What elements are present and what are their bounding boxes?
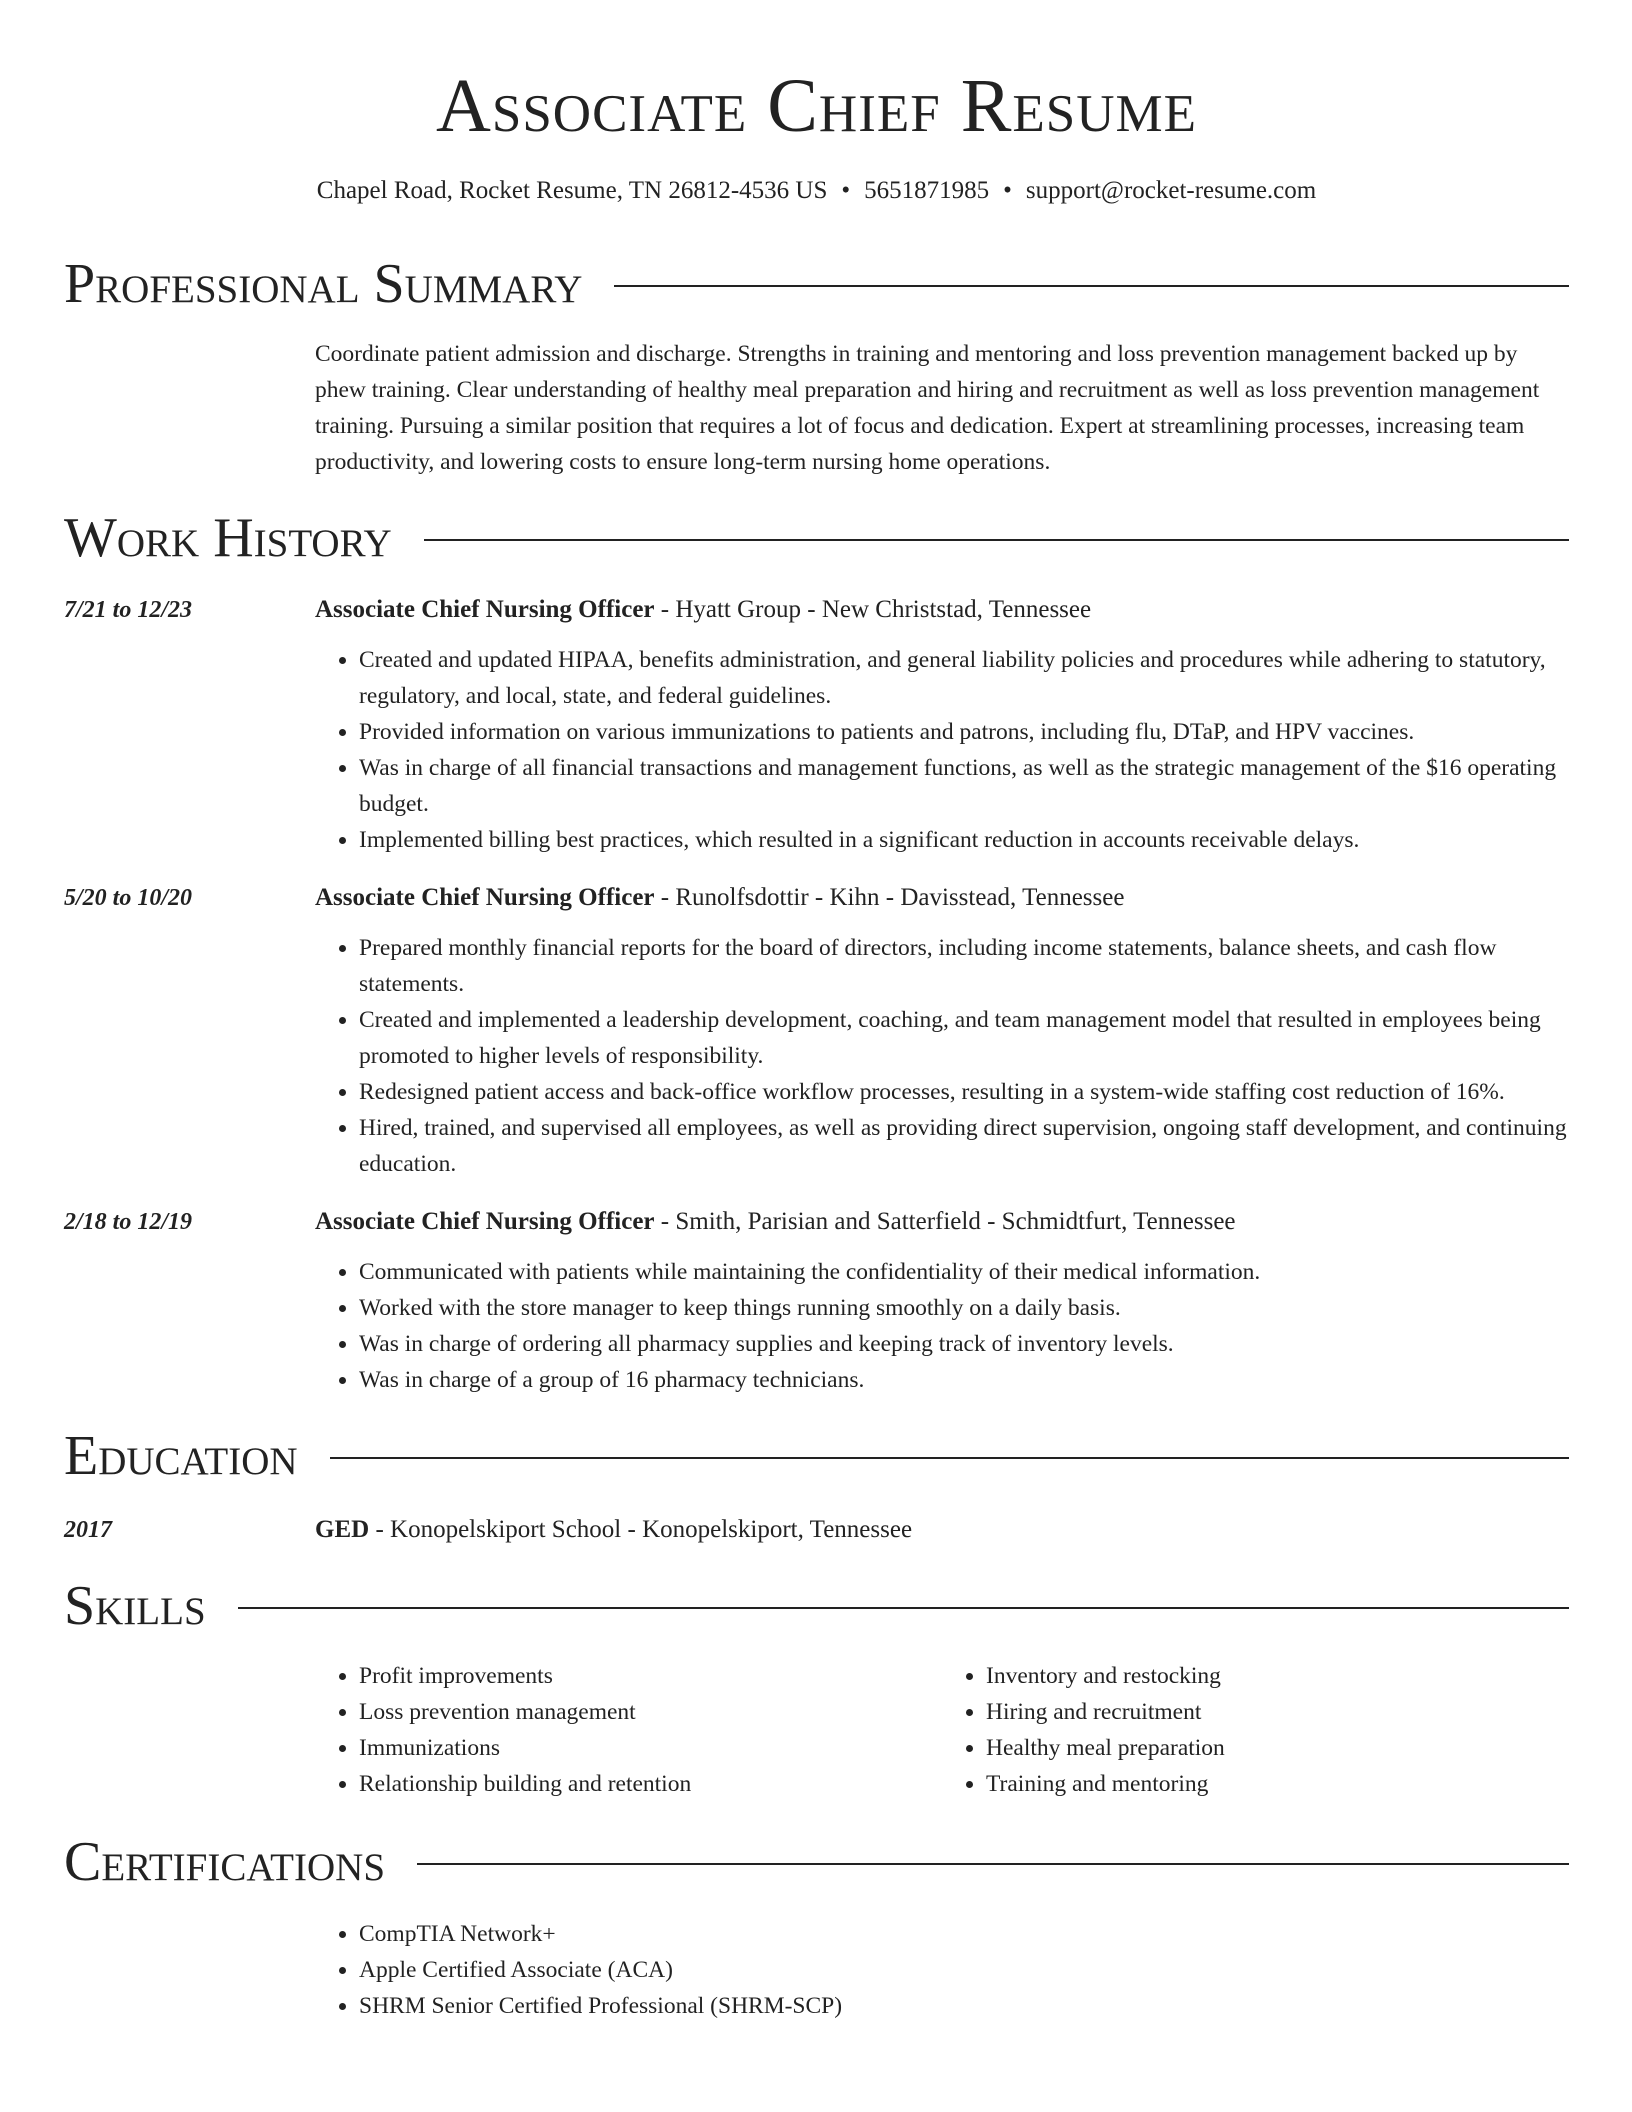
job-employer: - Runolfsdottir - Kihn - Davisstead, Tennessee xyxy=(654,884,1125,911)
section-title-work: Work History xyxy=(64,507,392,569)
section-rule xyxy=(417,1863,1569,1865)
education-school: - Konopelskiport School - Konopelskiport, Tennessee xyxy=(369,1516,913,1543)
skill-item: • Healthy meal preparation xyxy=(986,1730,1569,1766)
section-rule xyxy=(330,1457,1569,1459)
section-title-summary: Professional Summary xyxy=(64,253,583,315)
section-title-certifications: Certifications xyxy=(64,1831,386,1893)
section-rule xyxy=(238,1607,1569,1609)
section-header-education xyxy=(64,1424,1569,1488)
job-bullet: • Provided information on various immunizations to patients and patrons, including flu, DTaP, and HPV vaccines. xyxy=(359,714,1569,750)
skill-item: • Immunizations xyxy=(359,1730,942,1766)
job-details xyxy=(315,880,1569,1182)
skill-item: • Training and mentoring xyxy=(986,1766,1569,1802)
job-bullet: • Was in charge of ordering all pharmacy supplies and keeping track of inventory levels. xyxy=(359,1326,1569,1362)
job-entry xyxy=(64,1204,1569,1398)
contact-separator: • xyxy=(841,177,851,204)
job-bullet: • Worked with the store manager to keep things running smoothly on a daily basis. xyxy=(359,1290,1569,1326)
job-employer: - Smith, Parisian and Satterfield - Schmidtfurt, Tennessee xyxy=(654,1208,1236,1235)
job-entry xyxy=(64,592,1569,858)
job-title-line xyxy=(315,1204,1569,1240)
job-details xyxy=(315,1204,1569,1398)
section-header-work xyxy=(64,506,1569,570)
job-title: Associate Chief Nursing Officer xyxy=(315,884,655,911)
job-bullets xyxy=(315,930,1569,1182)
job-bullet: • Was in charge of a group of 16 pharmacy technicians. xyxy=(359,1362,1569,1398)
section-header-certifications xyxy=(64,1830,1569,1894)
job-title: Associate Chief Nursing Officer xyxy=(315,1208,655,1235)
job-bullet: • Was in charge of all financial transactions and management functions, as well as the strategic management of the $16 operating budget. xyxy=(359,750,1569,822)
skill-item: • Loss prevention management xyxy=(359,1694,942,1730)
skill-item: • Profit improvements xyxy=(359,1658,942,1694)
education-degree: GED xyxy=(315,1516,370,1543)
job-bullet: • Hired, trained, and supervised all employees, as well as providing direct supervision, ongoing staff development, and continuing education. xyxy=(359,1110,1569,1182)
contact-line xyxy=(64,174,1569,208)
certifications-list xyxy=(315,1916,1569,2024)
certification-item: • SHRM Senior Certified Professional (SHRM-SCP) xyxy=(359,1988,1569,2024)
job-bullet: • Redesigned patient access and back-office workflow processes, resulting in a system-wide staffing cost reduction of 16%. xyxy=(359,1074,1569,1110)
job-entry xyxy=(64,880,1569,1182)
skill-item: • Hiring and recruitment xyxy=(986,1694,1569,1730)
section-header-skills xyxy=(64,1574,1569,1638)
section-header-summary xyxy=(64,252,1569,316)
resume-name: Associate Chief Resume xyxy=(435,64,1198,148)
job-bullet: • Prepared monthly financial reports for the board of directors, including income statements, balance sheets, and cash flow statements. xyxy=(359,930,1569,1002)
job-dates: 2/18 to 12/19 xyxy=(64,1209,193,1235)
skills-column-left xyxy=(315,1658,942,1802)
section-rule xyxy=(424,539,1569,541)
education-line xyxy=(315,1512,912,1548)
section-title-education: Education xyxy=(64,1425,298,1487)
job-title-line xyxy=(315,592,1569,628)
contact-separator: • xyxy=(1003,177,1012,204)
job-details xyxy=(315,592,1569,858)
section-title-skills: Skills xyxy=(64,1575,206,1637)
job-employer: - Hyatt Group - New Christstad, Tennessee xyxy=(654,596,1092,623)
skills-grid xyxy=(315,1658,1569,1802)
certification-item: • CompTIA Network+ xyxy=(359,1916,1569,1952)
education-year: 2017 xyxy=(64,1517,112,1543)
contact-address: Chapel Road, Rocket Resume, TN 26812-4536 US xyxy=(316,177,828,204)
skill-item: • Relationship building and retention xyxy=(359,1766,942,1802)
work-history-list xyxy=(64,592,1569,1398)
job-bullet: • Communicated with patients while maintaining the confidentiality of their medical information. xyxy=(359,1254,1569,1290)
job-bullet: • Implemented billing best practices, which resulted in a significant reduction in accounts receivable delays. xyxy=(359,822,1569,858)
certification-item: • Apple Certified Associate (ACA) xyxy=(359,1952,1569,1988)
job-dates: 5/20 to 10/20 xyxy=(64,885,193,911)
job-bullet: • Created and updated HIPAA, benefits administration, and general liability policies and procedures while adhering to statutory, regulatory, and local, state, and federal guidelines. xyxy=(359,642,1569,714)
education-entry xyxy=(64,1512,1569,1548)
job-title: Associate Chief Nursing Officer xyxy=(315,596,655,623)
skills-column-right xyxy=(942,1658,1569,1802)
job-bullets xyxy=(315,1254,1569,1398)
section-rule xyxy=(614,285,1569,287)
job-bullet: • Created and implemented a leadership development, coaching, and team management model that resulted in employees being promoted to higher levels of responsibility. xyxy=(359,1002,1569,1074)
skill-item: • Inventory and restocking xyxy=(986,1658,1569,1694)
job-dates: 7/21 to 12/23 xyxy=(64,597,193,623)
contact-phone[interactable]: 5651871985 xyxy=(864,177,990,204)
summary-text: Coordinate patient admission and discharge. Strengths in training and mentoring and loss prevention management backed up by phew training. Clear understanding of healthy meal preparation and hiring and recruitment as well as loss prevention management training. Pursuing a similar position that requires a lot of focus and dedication. Expert at streamlining processes, increasing team productivity, and lowering costs to ensure long-term nursing home operations. xyxy=(315,341,1540,475)
contact-email[interactable]: support@rocket-resume.com xyxy=(1025,177,1317,204)
job-title-line xyxy=(315,880,1569,916)
job-bullets xyxy=(315,642,1569,858)
